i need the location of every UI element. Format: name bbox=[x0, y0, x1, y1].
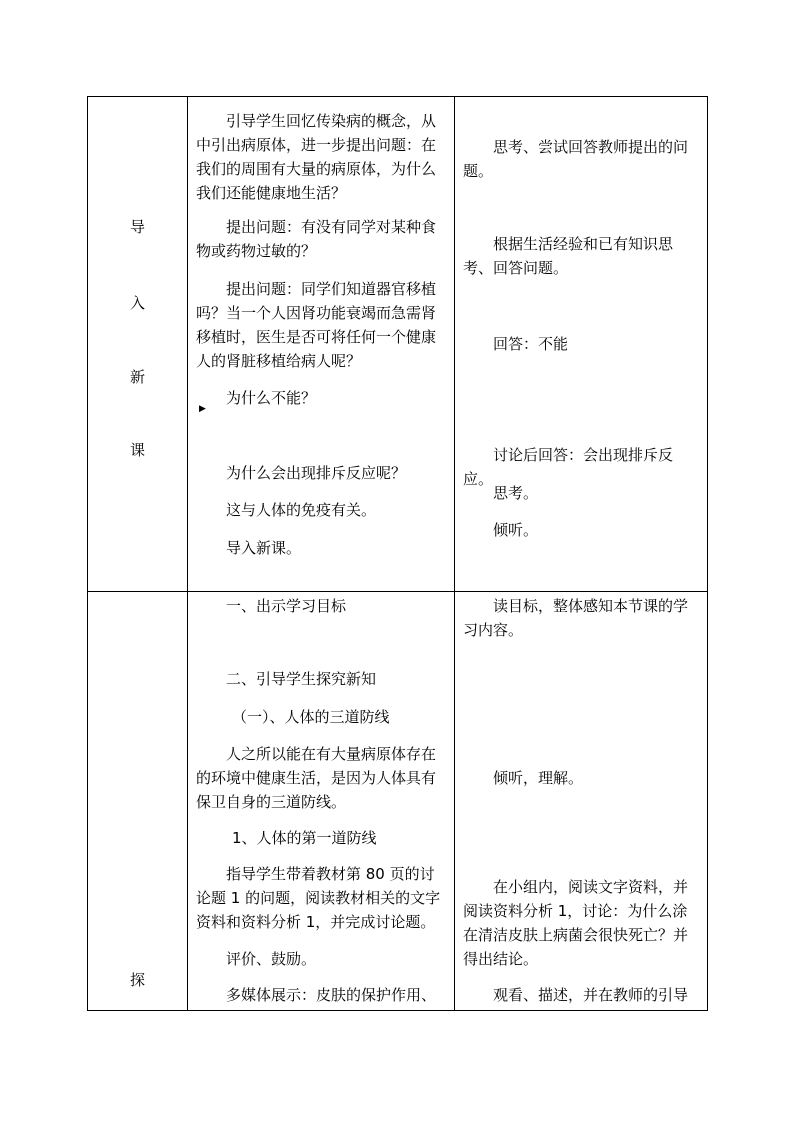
student-paragraph: 思考。 bbox=[493, 484, 539, 502]
teacher-paragraph: 指导学生带着教材第 80 页的讨论题 1 的问题，阅读教材相关的文字资料和资料分析 1，并完成讨论题。 bbox=[196, 865, 441, 931]
teacher-paragraph: 引导学生回忆传染病的概念，从中引出病原体，进一步提出问题：在我们的周围有大量的病原体，为什么我们还能健康地生活？ bbox=[196, 112, 437, 202]
student-paragraph: 讨论后回答：会出现排斥反应。 bbox=[463, 446, 674, 488]
stage-char: 新 bbox=[129, 368, 145, 386]
stage-char: 探 bbox=[129, 971, 145, 989]
stage-cell bbox=[88, 592, 188, 1011]
teacher-paragraph: 评价、鼓励。 bbox=[226, 950, 317, 968]
student-paragraph: 倾听，理解。 bbox=[493, 769, 584, 787]
student-activity-cell bbox=[455, 97, 708, 592]
student-paragraph: 读目标，整体感知本节课的学习内容。 bbox=[463, 597, 689, 639]
stage-char: 导 bbox=[129, 218, 145, 236]
teacher-paragraph: 一、出示学习目标 bbox=[226, 597, 347, 615]
teacher-paragraph: （一）、人体的三道防线 bbox=[232, 708, 390, 726]
bullet-marker-icon: ▶ bbox=[199, 404, 206, 414]
student-paragraph: 倾听。 bbox=[493, 521, 539, 539]
teacher-paragraph: 提出问题：有没有同学对某种食物或药物过敏的？ bbox=[196, 218, 437, 260]
teacher-paragraph: 导入新课。 bbox=[226, 539, 302, 557]
teacher-activity-cell bbox=[188, 592, 455, 1011]
stage-cell bbox=[88, 97, 188, 592]
teacher-paragraph: 多媒体展示：皮肤的保护作用、 bbox=[226, 986, 437, 1004]
student-paragraph: 根据生活经验和已有知识思考、回答问题。 bbox=[463, 235, 674, 277]
student-activity-cell bbox=[455, 592, 708, 1011]
student-paragraph: 观看、描述，并在教师的引导 bbox=[493, 986, 689, 1004]
table-row-intro bbox=[88, 97, 708, 592]
lesson-plan-table bbox=[87, 96, 708, 1011]
table-row-explore bbox=[88, 592, 708, 1011]
student-paragraph: 回答：不能 bbox=[493, 335, 569, 353]
stage-char: 入 bbox=[129, 294, 145, 312]
teacher-paragraph: 提出问题：同学们知道器官移植吗？当一个人因肾功能衰竭而急需肾移植时，医生是否可将任何一个健康人的肾脏移植给病人呢？ bbox=[196, 280, 437, 370]
teacher-activity-cell bbox=[188, 97, 455, 592]
teacher-paragraph: 人之所以能在有大量病原体存在的环境中健康生活，是因为人体具有保卫自身的三道防线。 bbox=[196, 745, 437, 811]
student-paragraph: 思考、尝试回答教师提出的问题。 bbox=[463, 138, 689, 180]
teacher-paragraph: 这与人体的免疫有关。 bbox=[226, 501, 377, 519]
teacher-paragraph: 二、引导学生探究新知 bbox=[226, 670, 377, 688]
teacher-paragraph: 为什么会出现排斥反应呢？ bbox=[226, 464, 407, 482]
teacher-paragraph: 1、人体的第一道防线 bbox=[232, 829, 377, 847]
student-paragraph: 在小组内，阅读文字资料，并阅读资料分析 1，讨论：为什么涂在清洁皮肤上病菌会很快死亡？并得出结论。 bbox=[463, 878, 689, 968]
stage-char: 课 bbox=[129, 441, 145, 459]
teacher-paragraph: 为什么不能？ bbox=[226, 389, 317, 407]
